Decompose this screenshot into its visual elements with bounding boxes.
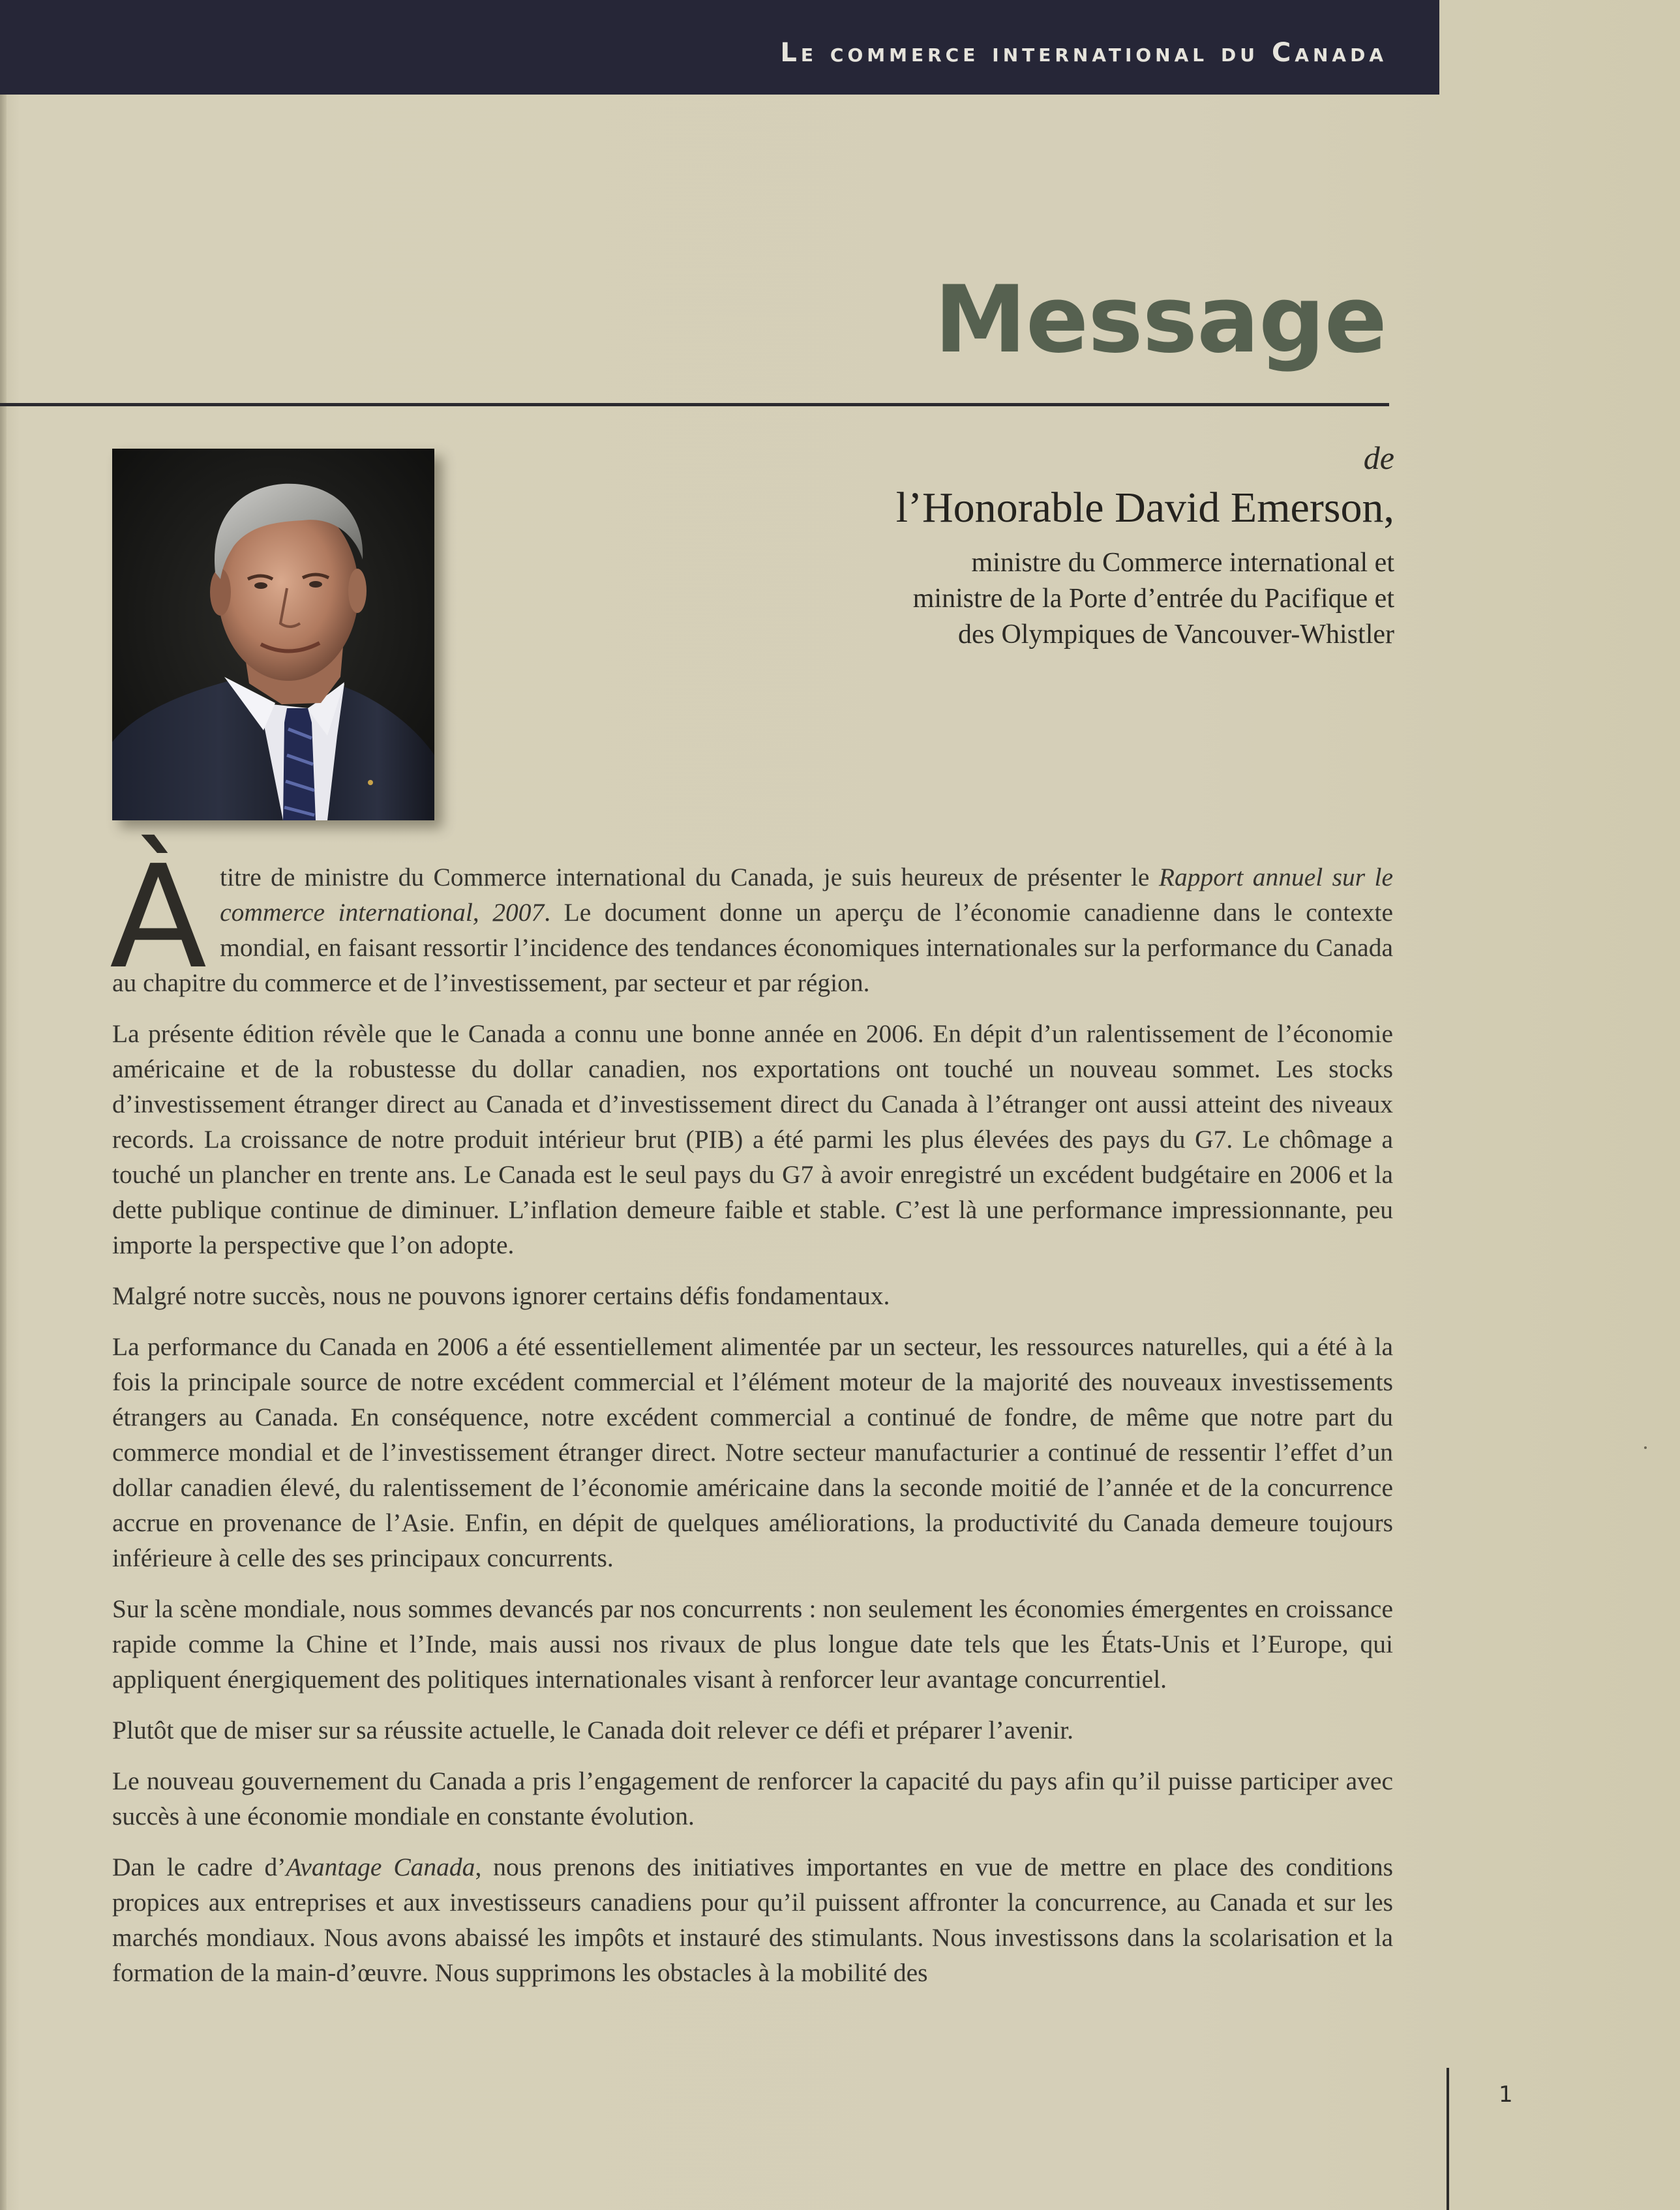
body-paragraph: Plutôt que de miser sur sa réussite actuelle, le Canada doit relever ce défi et préparer l’avenir. <box>112 1716 1074 1744</box>
page-title: Message <box>934 266 1387 374</box>
title-rule <box>0 403 1389 406</box>
body-paragraph: Le nouveau gouvernement du Canada a pris l’engagement de renforcer la capacité du pays afin qu’il puisse participer avec succès à une économie mondiale en constante évolution. <box>112 1767 1393 1830</box>
header-band <box>0 0 1439 95</box>
body-paragraph <box>112 1849 1393 1990</box>
attribution-role: des Olympiques de Vancouver-Whistler <box>957 620 1394 650</box>
running-header: Le commerce international du Canada <box>780 38 1387 68</box>
program-name: Avantage Canada <box>286 1853 475 1881</box>
portrait-photo-icon <box>112 449 434 820</box>
body-text <box>110 835 1393 2006</box>
attribution-role: ministre du Commerce international et <box>971 548 1394 578</box>
attribution-block <box>612 436 1394 653</box>
body-text-run: Dan le cadre d’ <box>112 1853 286 1881</box>
body-text-run: , nous prenons des initiatives importantes en vue de mettre en place des conditions propices aux entreprises et aux investisseurs canadiens pour qu’il puissent affronter la concurrence, au Canada et sur les marchés mondiaux. Nous avons abaissé les impôts et instauré des stimulants. Nous investissons dans la scolarisation et la formation de la main-d’œuvre. Nous supprimons les obstacles à la mobilité des <box>112 1853 1393 1987</box>
body-text-run: titre de ministre du Commerce international du Canada, je suis heureux de présenter le <box>220 863 1159 891</box>
body-paragraph: La présente édition révèle que le Canada a connu une bonne année en 2006. En dépit d’un ralentissement de l’économie américaine et de la robustesse du dollar canadien, nos exportations ont touché un nouveau sommet. Les stocks d’investissement étranger direct au Canada et d’investissement direct du Canada à l’étranger ont aussi atteint des niveaux records. La croissance de notre produit intérieur brut (PIB) a été parmi les plus élevées des pays du G7. Le chômage a touché un plancher en trente ans. Le Canada est le seul pays du G7 à avoir enregistré un excédent budgétaire en 2006 et la dette publique continue de diminuer. L’inflation demeure faible et stable. C’est là une performance impressionnante, peu importe la perspective que l’on adopte. <box>112 1019 1393 1259</box>
attribution-name: l’Honorable David Emerson, <box>895 484 1394 531</box>
drop-cap: À <box>110 835 207 1000</box>
body-paragraph: Malgré notre succès, nous ne pouvons ignorer certains défis fondamentaux. <box>112 1281 890 1310</box>
binding-edge <box>0 0 7 2210</box>
margin-mark <box>1644 1446 1647 1449</box>
page-number: 1 <box>1499 2082 1513 2108</box>
body-paragraph: Sur la scène mondiale, nous sommes devancés par nos concurrents : non seulement les économies émergentes en croissance rapide comme la Chine et l’Inde, mais aussi nos rivaux de plus longue date tels que les États-Unis et l’Europe, qui appliquent énergiquement des politiques internationales visant à renforcer leur avantage concurrentiel. <box>112 1594 1393 1694</box>
attribution-roles <box>612 545 1394 653</box>
report-title: Rapport annuel sur le commerce international, 2007 <box>220 863 1393 927</box>
attribution-de: de <box>1363 440 1394 476</box>
body-paragraph: La performance du Canada en 2006 a été essentiellement alimentée par un secteur, les ressources naturelles, qui a été à la fois la principale source de notre excédent commercial et l’élément moteur de la majorité des nouveaux investissements étrangers au Canada. En conséquence, notre excédent commercial a continué de fondre, de même que notre part du commerce mondial et de l’investissement étranger direct. Notre secteur manufacturier a continué de ressentir l’effet d’un dollar canadien élevé, du ralentissement de l’économie américaine dans la seconde moitié de l’année et de la concurrence accrue en provenance de l’Asie. Enfin, en dépit de quelques améliorations, la productivité du Canada demeure toujours inférieure à celle des ses principaux concurrents. <box>112 1332 1393 1572</box>
portrait-photo <box>112 449 434 820</box>
body-paragraph <box>110 835 1393 1000</box>
attribution-role: ministre de la Porte d’entrée du Pacifique et <box>912 584 1394 614</box>
page-number-rule <box>1447 2068 1449 2210</box>
body-text-run: . Le document donne un aperçu de l’économie canadienne dans le contexte mondial, en faisant ressortir l’incidence des tendances économiques internationales sur la performance du Canada au chapitre du commerce et de l’investissement, par secteur et par région. <box>112 898 1393 997</box>
